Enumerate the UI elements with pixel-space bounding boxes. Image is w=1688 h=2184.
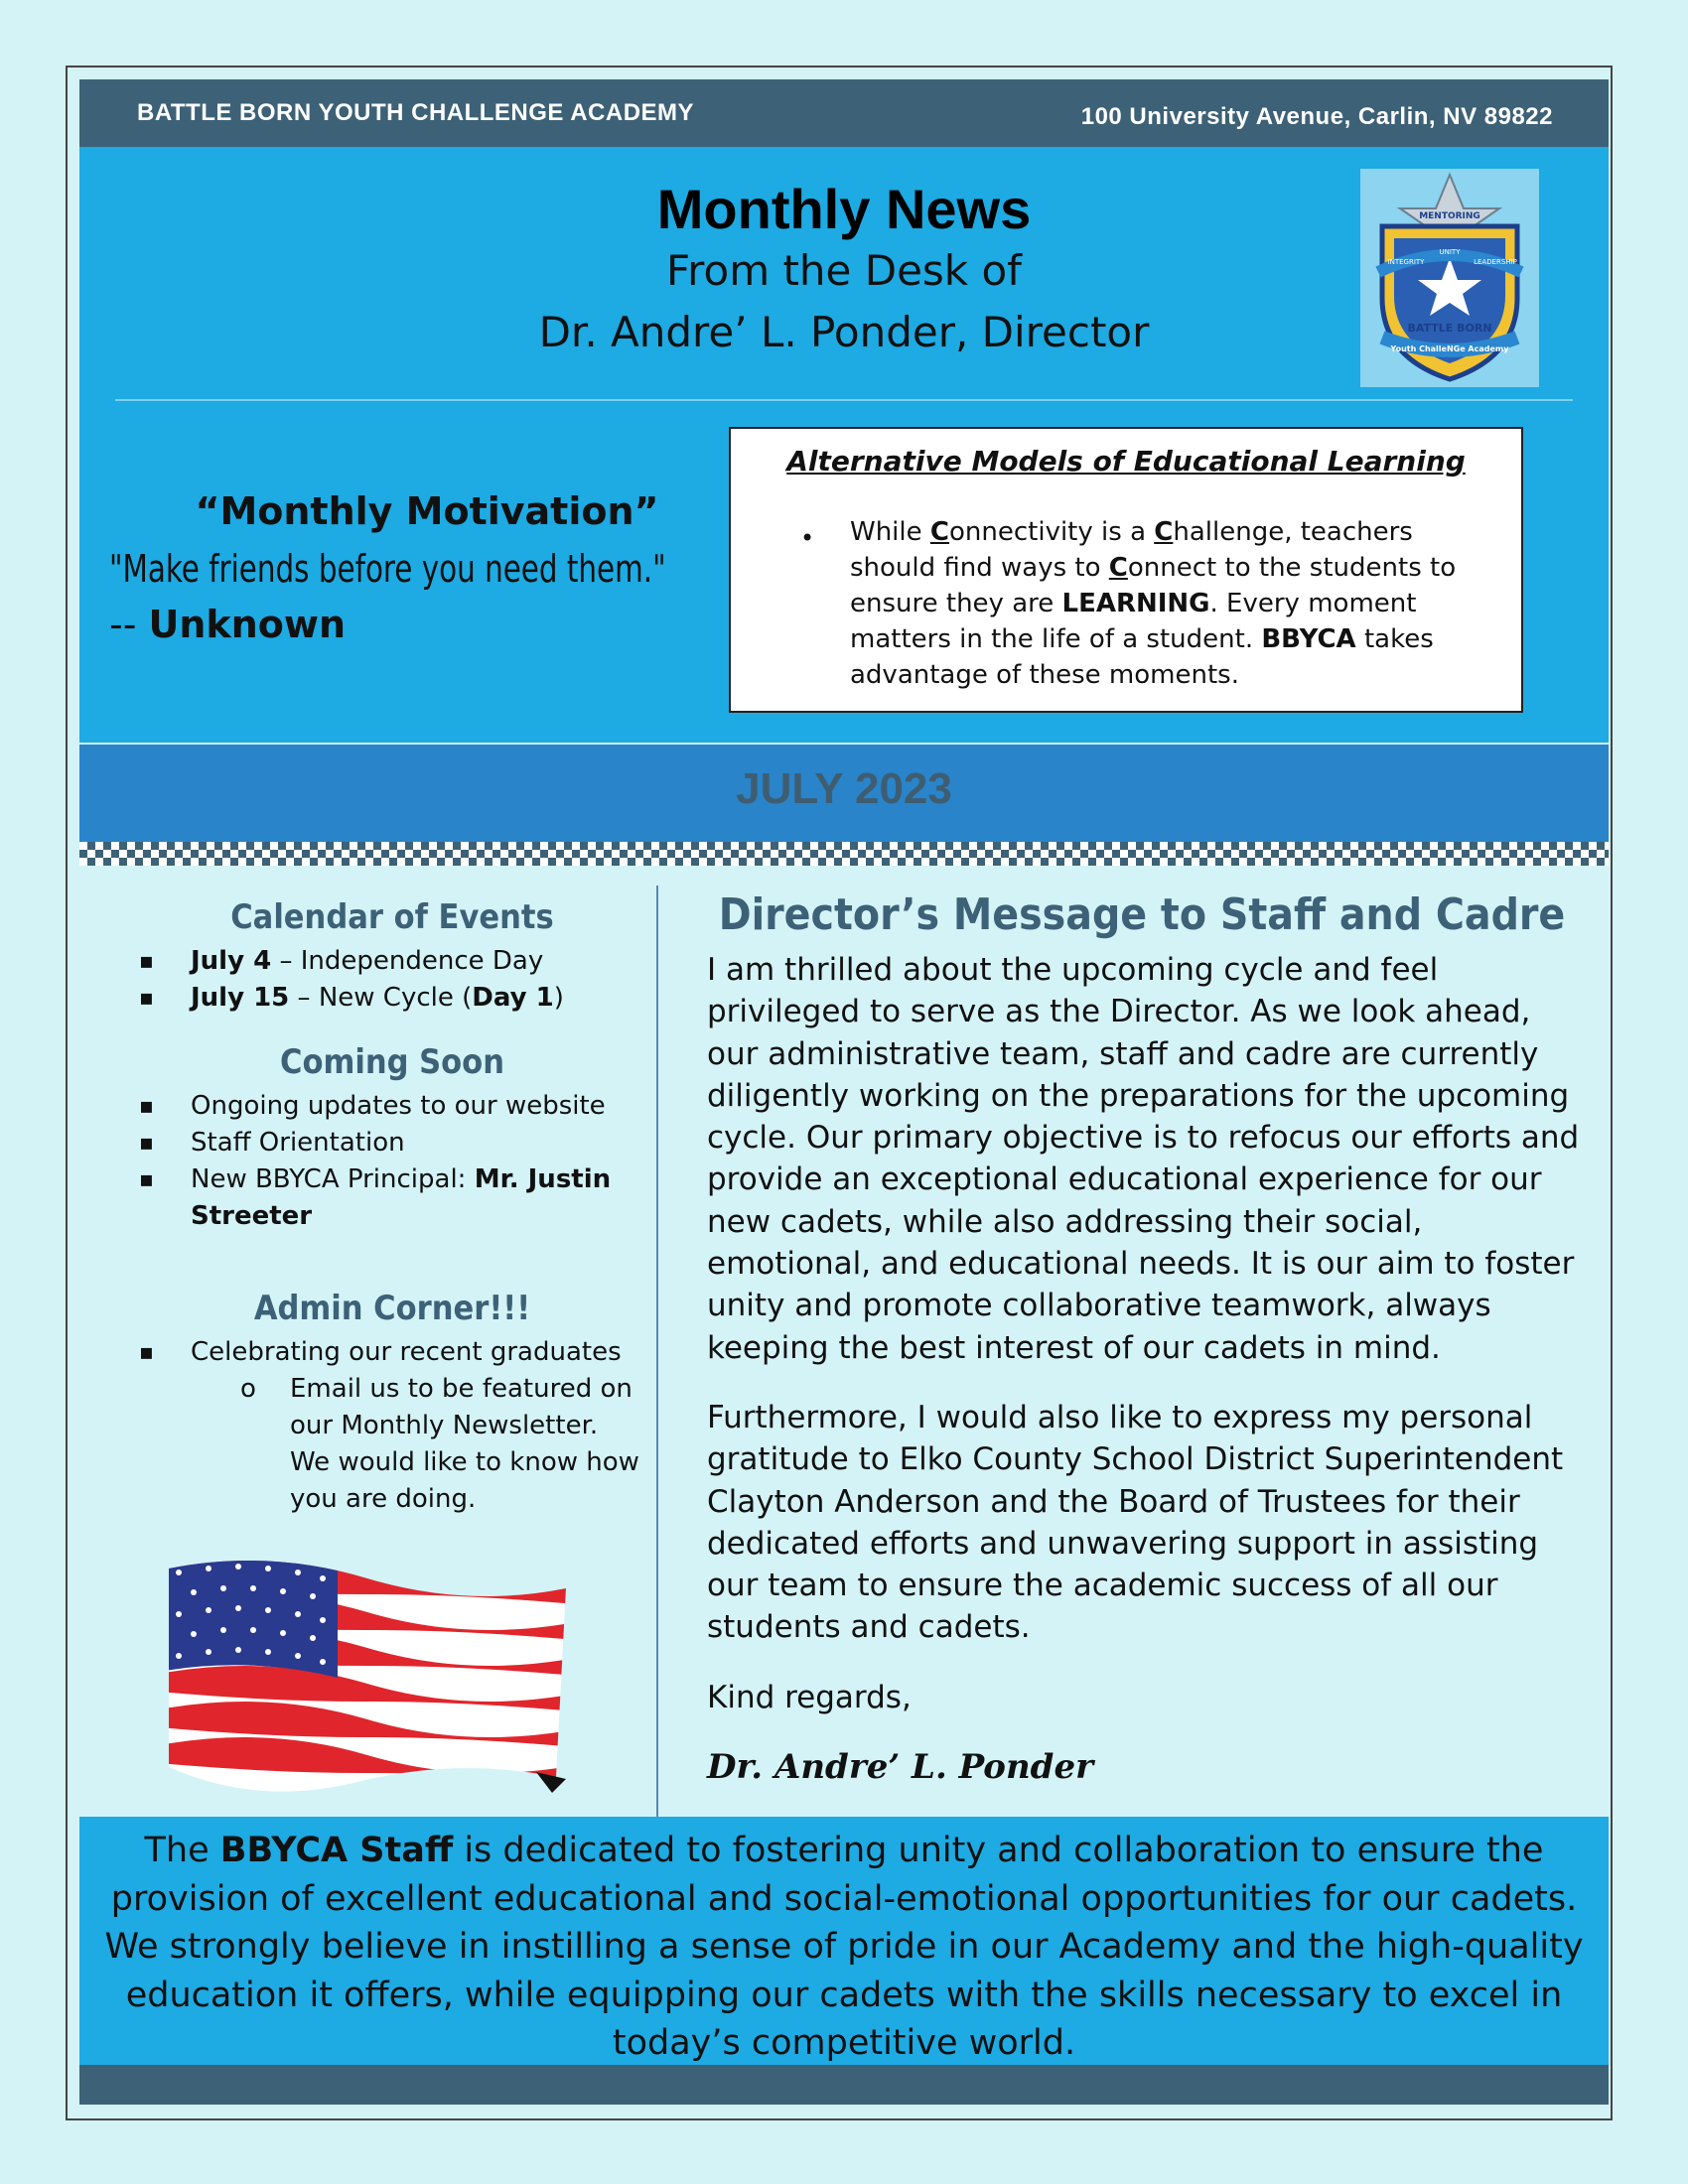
top-bar bbox=[79, 79, 1609, 147]
director-message-heading: Director’s Message to Staff and Cadre bbox=[718, 889, 1566, 940]
list-item: ▪ July 15 – New Cycle (Day 1) bbox=[139, 980, 645, 1017]
alternative-models-title: Alternative Models of Educational Learning bbox=[786, 445, 1466, 478]
svg-text:UNITY: UNITY bbox=[1439, 248, 1461, 256]
svg-text:LEADERSHIP: LEADERSHIP bbox=[1474, 258, 1517, 266]
calendar-of-events bbox=[139, 897, 645, 1017]
author-name: Unknown bbox=[148, 603, 347, 646]
column-divider bbox=[656, 886, 658, 1817]
director-message-paragraph: Furthermore, I would also like to express my personal gratitude to Elko County School District Superintendent Clayton Anderson and the Board of Trustees for their dedicated efforts and unwavering support in assisting our team to ensure the academic success of all our students and cadets. bbox=[707, 1399, 1564, 1646]
svg-text:BATTLE BORN: BATTLE BORN bbox=[1407, 322, 1492, 335]
bullet-icon: • bbox=[800, 524, 815, 552]
list-item: ▪ New BBYCA Principal: Mr. Justin Streeter bbox=[139, 1161, 645, 1235]
american-flag-icon bbox=[159, 1549, 576, 1797]
motivation-quote: "Make friends before you need them." bbox=[109, 547, 666, 591]
motivation-author bbox=[109, 603, 745, 646]
academy-shield-logo-icon bbox=[1360, 169, 1539, 387]
newsletter-title: Monthly News bbox=[656, 178, 1032, 240]
newsletter-header bbox=[79, 147, 1609, 743]
coming-soon bbox=[139, 1042, 645, 1235]
author-prefix: -- bbox=[109, 603, 149, 646]
admin-corner bbox=[139, 1289, 645, 1518]
list-item: ▪ Celebrating our recent graduates bbox=[139, 1334, 645, 1371]
monthly-motivation bbox=[109, 489, 745, 646]
newsletter-subtitle-line2: Dr. Andre’ L. Ponder, Director bbox=[538, 308, 1150, 356]
director-signature: Dr. Andre’ L. Ponder bbox=[707, 1747, 1093, 1787]
checkered-divider bbox=[79, 842, 1609, 866]
footer-text: The BBYCA Staff is dedicated to fostering unity and collaboration to ensure the provision of excellent educational and social-emotional opportunities for our cadets. We strongly believe in instilling a sense of pride in our Academy and the high-quality education it offers, while equipping our cadets with the skills necessary to excel in today’s competitive world. bbox=[104, 1831, 1584, 2063]
alternative-models-box bbox=[729, 427, 1523, 713]
list-item: ▪ July 4 – Independence Day bbox=[139, 943, 645, 980]
director-message-body bbox=[707, 949, 1581, 1746]
bottom-bar bbox=[79, 2065, 1609, 2105]
director-message-closing: Kind regards, bbox=[707, 1679, 912, 1715]
header-divider bbox=[115, 399, 1573, 401]
newsletter-subtitle-line1: From the Desk of bbox=[666, 246, 1022, 295]
alternative-models-text: While Connectivity is a Challenge, teachers should find ways to Connect to the students to ensure they are LEARNING. Every moment matters in the life of a student. BBYCA takes advantage of these moments. bbox=[850, 517, 1457, 690]
svg-text:INTEGRITY: INTEGRITY bbox=[1387, 258, 1425, 266]
month-banner bbox=[79, 745, 1609, 842]
coming-soon-heading: Coming Soon bbox=[280, 1042, 504, 1082]
staff-mission-footer bbox=[79, 1817, 1609, 2065]
director-message-paragraph: I am thrilled about the upcoming cycle and feel privileged to serve as the Director. As we look ahead, our administrative team, staff and cadre are currently diligently working on the preparations for the upcoming cycle. Our primary objective is to refocus our efforts and provide an exceptional educational experience for our new cadets, while also addressing their social, emotional, and educational needs. It is our aim to foster unity and promote collaborative teamwork, always keeping the best interest of our cadets in mind. bbox=[707, 952, 1580, 1366]
list-item: o Email us to be featured on our Monthly Newsletter. We would like to know how you are doing. bbox=[139, 1371, 645, 1518]
svg-text:Youth ChalleNGe Academy: Youth ChalleNGe Academy bbox=[1390, 344, 1509, 353]
organization-address: 100 University Avenue, Carlin, NV 89822 bbox=[1080, 103, 1553, 130]
list-item: ▪ Staff Orientation bbox=[139, 1125, 645, 1161]
motivation-title: “Monthly Motivation” bbox=[195, 489, 659, 533]
admin-corner-heading: Admin Corner!!! bbox=[253, 1289, 531, 1328]
calendar-heading: Calendar of Events bbox=[230, 897, 554, 937]
list-item: ▪ Ongoing updates to our website bbox=[139, 1088, 645, 1125]
svg-text:MENTORING: MENTORING bbox=[1419, 211, 1480, 221]
organization-name: BATTLE BORN YOUTH CHALLENGE ACADEMY bbox=[137, 99, 695, 126]
month-label: JULY 2023 bbox=[736, 764, 952, 813]
